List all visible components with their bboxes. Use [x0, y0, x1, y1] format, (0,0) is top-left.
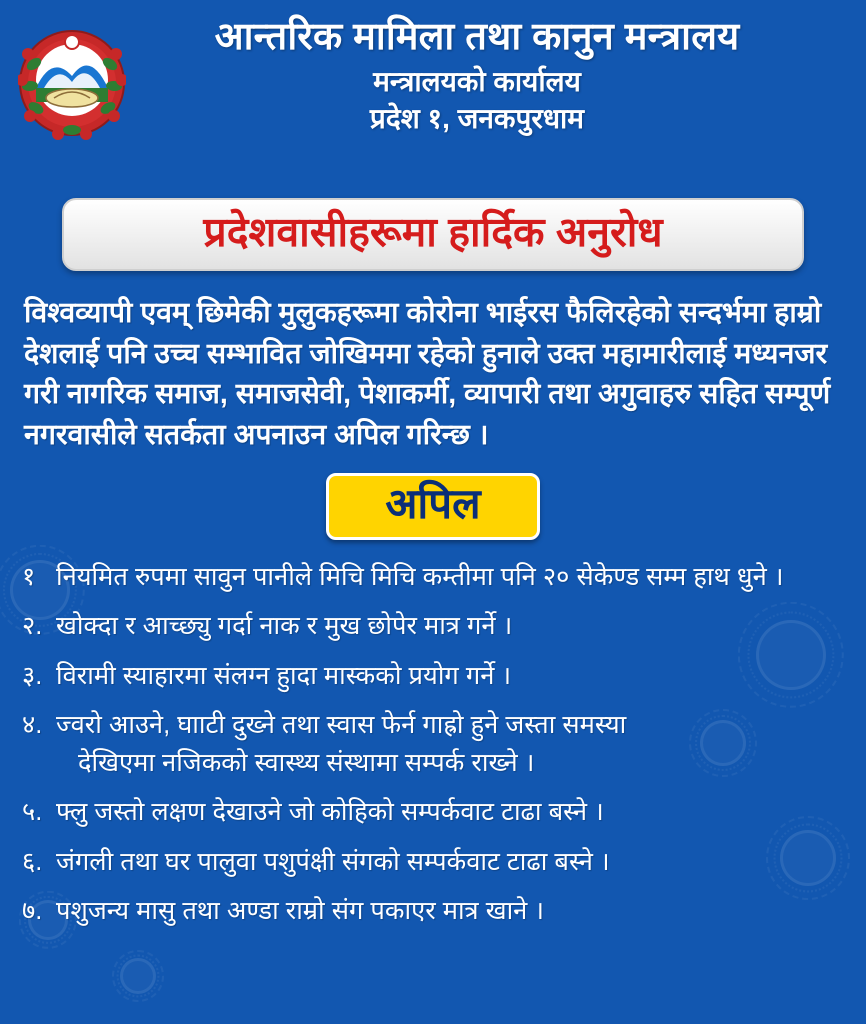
nepal-government-emblem-icon	[18, 24, 126, 142]
list-item-number: ३.	[22, 661, 43, 690]
list-item	[22, 558, 844, 596]
province-name: प्रदेश १, जनकपुरधाम	[369, 102, 585, 134]
list-item	[22, 657, 844, 695]
list-item-text-continued: देखिएमा नजिकको स्वास्थ्य संस्थामा सम्पर्क राख्ने ।	[78, 749, 535, 777]
title-banner-text: प्रदेशवासीहरूमा हार्दिक अनुरोध	[203, 209, 663, 255]
intro-paragraph: विश्वव्यापी एवम् छिमेकी मुलुकहरूमा कोरोना भाईरस फैलिरहेको सन्दर्भमा हाम्रो देशलाई पनि उच्च सम्भावित जोखिममा रहेको हुनाले उक्त महामारीलाई मध्यनजर गरी नागरिक समाज, समाजसेवी, पेशाकर्मी, व्यापारी तथा अगुवाहरु सहित सम्पूर्ण नगरवासीले सतर्कता अपनाउन अपिल गरिन्छ ।	[24, 297, 831, 451]
list-item	[22, 793, 844, 831]
list-item-number: ४.	[22, 710, 43, 739]
list-item-number: ७.	[22, 896, 43, 925]
list-item	[22, 706, 844, 783]
ministry-name: आन्तरिक मामिला तथा कानुन मन्त्रालय	[214, 16, 740, 58]
list-item-number: २.	[22, 612, 43, 641]
list-item-number: ५.	[22, 798, 43, 827]
appeal-badge: अपिल	[326, 473, 539, 540]
list-item	[22, 843, 844, 881]
list-item	[22, 607, 844, 645]
list-item-text: फ्लु जस्तो लक्षण देखाउने जो कोहिको सम्पर्कवाट टाढा बस्ने ।	[56, 798, 604, 827]
appeal-list	[22, 558, 844, 941]
poster-header	[0, 0, 866, 190]
list-item-text: पशुजन्य मासु तथा अण्डा राम्रो संग पकाएर मात्र खाने ।	[56, 896, 545, 925]
list-item	[22, 892, 844, 930]
list-item-text: ज्वरो आउने, घााटी दुख्ने तथा स्वास फेर्न गाह्रो हुने जस्ता समस्या	[56, 710, 627, 739]
list-item-text: खोक्दा र आच्छ्यु गर्दा नाक र मुख छोपेर मात्र गर्ने ।	[56, 612, 513, 641]
list-item-number: ६.	[22, 847, 43, 876]
office-name: मन्त्रालयको कार्यालय	[373, 65, 581, 97]
list-item-text: विरामी स्याहारमा संलग्न हुादा मास्कको प्रयोग गर्ने ।	[56, 661, 512, 690]
list-item-text: नियमित रुपमा सावुन पानीले मिचि मिचि कम्तीमा पनि २० सेकेण्ड सम्म हाथ धुने ।	[56, 563, 784, 591]
list-item-number: १	[22, 563, 36, 591]
list-item-text: जंगली तथा घर पालुवा पशुपंक्षी संगको सम्पर्कवाट टाढा बस्ने ।	[56, 847, 610, 876]
title-banner	[62, 198, 804, 271]
